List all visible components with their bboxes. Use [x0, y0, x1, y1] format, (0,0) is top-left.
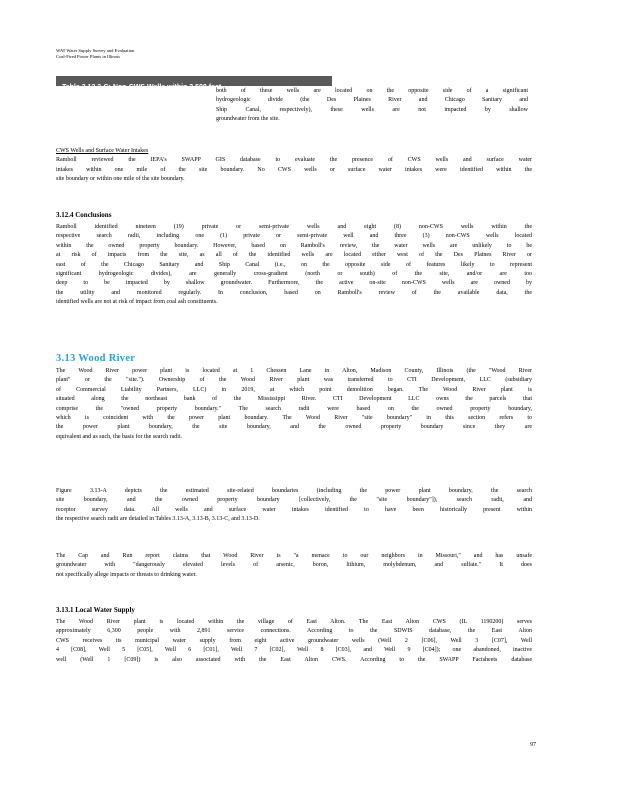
text-line: the respective search radii are detailed in Tables 3.13-A, 3.13-B, 3.13-C, and 3.13-D.: [56, 516, 260, 523]
text-line: east of the Chicago Sanitary and Ship Canal (i.e., on the opposite side of features likely to represent: [56, 261, 532, 268]
wood-river-paragraph-2: [56, 487, 532, 525]
text-line: Ramboll identified nineteen (19) private or semi-private wells and eight (8) non-CWS wells within the: [56, 224, 532, 230]
text-line: groundwater from the site.: [216, 116, 280, 123]
wood-river-paragraph-3: [56, 552, 532, 580]
section-heading: 3.13.1 Local Water Supply: [56, 606, 135, 614]
conclusions-paragraph: [56, 223, 532, 308]
text-line: Ship Canal, respectively), these wells are not impacted by shallow: [216, 106, 528, 113]
text-line: CWS receives its municipal water supply from eight active groundwater wells (Well 2 [C06], Well 3 [C07], Well: [56, 637, 532, 644]
local-water-paragraph: [56, 618, 532, 665]
section-subtitle: CWS Wells and Surface Water Intakes: [56, 148, 149, 154]
text-line: The Wood River power plant is located at 1 Chessen Lane in Alton, Madison County, Illinois (the "Wood River: [56, 368, 532, 374]
text-line: 4 [C08], Well 5 [C05], Well 6 [C01], Well 7 [C02], Well 8 [C03], and Well 9 [C04]); one abandoned, inactive: [56, 647, 532, 654]
text-line: groundwater with "dangerously elevated levels of arsenic, boron, lithium, molybdenum, and sulfate." It does: [56, 562, 532, 569]
text-line: which is coincident with the power plant boundary. The Wood River "site boundary" in this section refers to: [56, 415, 532, 422]
text-line: not specifically allege impacts or threats to drinking water.: [56, 571, 197, 578]
text-line: at risk of impacts from the site, as all of the identified wells are located either west of the Des Plaines River or: [56, 252, 532, 259]
text-line: respective search radii, including one (1) private or semi-private well and three (3) non-CWS wells located: [56, 233, 532, 240]
page-number: 97: [530, 742, 536, 748]
text-line: intakes within one mile of the site boundary. No CWS wells or surface water intakes were identified within the: [56, 166, 532, 173]
header-line: Coal-Fired Power Plants in Illinois: [56, 54, 121, 59]
text-line: comprise the "owned property boundary." The search radii were based on the owned property boundary,: [56, 405, 532, 412]
wood-river-paragraph-1: [56, 367, 532, 442]
text-line: plant" or the "site."). Ownership of the Wood River plant was transferred to CTI Development, LLC (subsidiary: [56, 377, 532, 384]
text-line: the utility and monitored regularly. In conclusion, based on Ramboll's review of the available data, the: [56, 289, 532, 296]
table-title-bar: [56, 76, 332, 91]
text-line: receptor survey data. All wells and surface water intakes identified to have been historically present within: [56, 506, 532, 513]
text-line: both of these wells are located on the opposite side of a significant: [216, 88, 528, 94]
cws-section: [56, 147, 532, 185]
text-line: approximately 6,300 people with 2,891 service connections. According to the SDWIS database, the East Alton: [56, 628, 532, 635]
text-line: significant hydrogeologic divides), are generally cross-gradient (north or south) of the site, and/or are too: [56, 271, 532, 278]
section-heading-wood-river: 3.13 Wood River: [56, 353, 136, 364]
text-line: site boundary, and the owned property boundary [collectively, the "site boundary"]), search radii, and: [56, 497, 532, 504]
text-line: identified wells are not at risk of impact from coal ash constituents.: [56, 299, 218, 306]
running-header: [56, 48, 256, 60]
text-line: The Cap and Run report claims that Wood River is "a menace to our neighbors in Missouri," and has unsafe: [56, 553, 532, 559]
text-line: The Wood River plant is located within the village of East Alton. The East Alton CWS (IL 1190200) serves: [56, 619, 532, 625]
text-line: site boundary or within one mile of the site boundary.: [56, 176, 185, 183]
table-title: Table 3.12.3-C: Non-CWS Wells within 2,500 feet: [62, 84, 222, 91]
text-line: Figure 3.13-A depicts the estimated site-related boundaries (including the power plant boundary, the search: [56, 488, 532, 494]
text-line: equivalent and as such, the basis for the search radii.: [56, 433, 183, 440]
text-line: hydrogeologic divide (the Des Plaines River and Chicago Sanitary and: [216, 97, 528, 104]
text-line: within the owned property boundary. However, based on Ramboll's review, the water wells are unlikely to be: [56, 242, 532, 249]
text-line: of Commercial Liability Partners, LLC) in 2019, at which point demolition began. The Wood River plant is: [56, 386, 532, 393]
intro-paragraph: [216, 87, 528, 125]
header-line: WAT Water Supply Survey and Evaluation: [56, 48, 135, 53]
text-line: deep to be impacted by shallow groundwater. Furthermore, the active on-site non-CWS wells are owned by: [56, 280, 532, 287]
section-heading: 3.12.4 Conclusions: [56, 211, 112, 219]
text-line: well (Well 1 [C09]) is also associated with the East Alton CWS. According to the SWAPP Factsheets database: [56, 656, 532, 663]
text-line: the power plant boundary, the site boundary, and the owned property boundary since they are: [56, 424, 532, 431]
text-line: Ramboll reviewed the IEPA's SWAPP GIS database to evaluate the presence of CWS wells and surface water: [56, 157, 532, 164]
text-line: situated along the northeast bank of the Mississippi River. CTI Development LLC owns the parcels that: [56, 396, 532, 403]
